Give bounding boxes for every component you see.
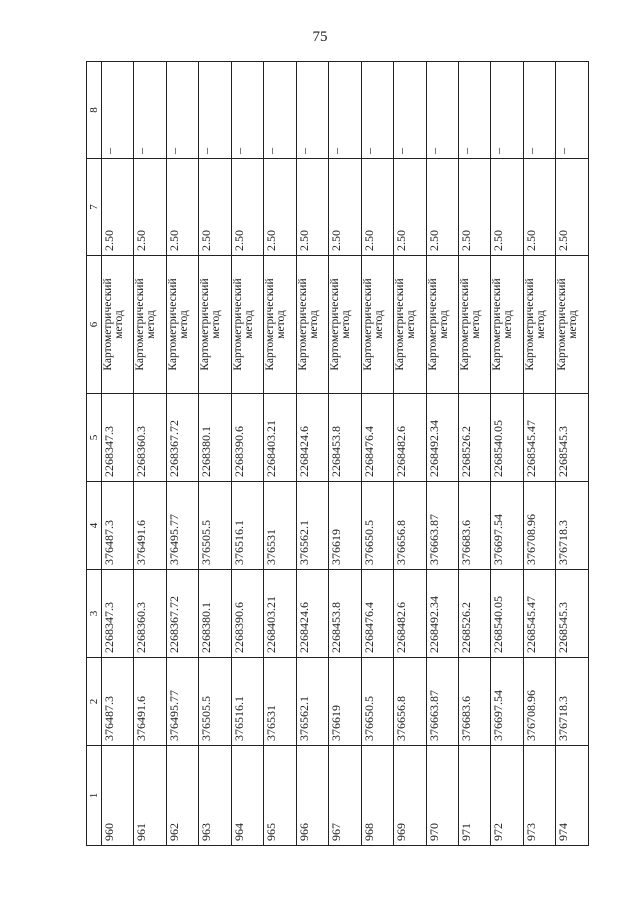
x-coordinate-cell: 376505.5: [199, 482, 231, 570]
table-row: [556, 62, 589, 846]
column-header: 1: [87, 746, 102, 846]
y-coordinate-cell: 2268545.47: [523, 570, 555, 658]
x-coordinate-cell: 376516.1: [231, 482, 263, 570]
column-header: 3: [87, 570, 102, 658]
accuracy-cell: 2.50: [134, 159, 166, 256]
method-label-line-2: метод: [307, 310, 320, 339]
y-coordinate-cell: 2268545.47: [523, 394, 555, 482]
note-cell: –: [264, 62, 296, 159]
method-label-line-1: Картометрический: [134, 278, 147, 371]
method-cell: [394, 256, 426, 394]
point-number-cell: 968: [361, 746, 393, 846]
accuracy-cell: 2.50: [199, 159, 231, 256]
x-coordinate-cell: 376505.5: [199, 658, 231, 746]
method-cell: [458, 256, 490, 394]
point-number-cell: 972: [491, 746, 523, 846]
method-label-line-1: Картометрический: [231, 278, 244, 371]
x-coordinate-cell: 376650.5: [361, 482, 393, 570]
point-number-cell: 966: [296, 746, 328, 846]
y-coordinate-cell: 2268403.21: [264, 570, 296, 658]
method-label-line-1: Картометрический: [264, 278, 277, 371]
x-coordinate-cell: 376683.6: [458, 482, 490, 570]
note-cell: –: [523, 62, 555, 159]
method-label-line-1: Картометрический: [329, 278, 342, 371]
note-cell: –: [394, 62, 426, 159]
column-header: 4: [87, 482, 102, 570]
y-coordinate-cell: 2268526.2: [458, 570, 490, 658]
accuracy-cell: 2.50: [426, 159, 458, 256]
note-cell: –: [329, 62, 361, 159]
accuracy-cell: 2.50: [231, 159, 263, 256]
y-coordinate-cell: 2268367.72: [166, 570, 198, 658]
y-coordinate-cell: 2268482.6: [394, 570, 426, 658]
table-row: [329, 62, 361, 846]
method-label-line-1: Картометрический: [199, 278, 212, 371]
y-coordinate-cell: 2268403.21: [264, 394, 296, 482]
y-coordinate-cell: 2268545.3: [556, 394, 589, 482]
note-cell: –: [491, 62, 523, 159]
note-cell: –: [166, 62, 198, 159]
x-coordinate-cell: 376495.77: [166, 658, 198, 746]
x-coordinate-cell: 376650.5: [361, 658, 393, 746]
method-label-line-2: метод: [210, 310, 223, 339]
y-coordinate-cell: 2268390.6: [231, 394, 263, 482]
column-header: 2: [87, 658, 102, 746]
table-row: [426, 62, 458, 846]
method-label-line-2: метод: [437, 310, 450, 339]
table-header-row: [87, 62, 102, 846]
table-row: [458, 62, 490, 846]
rotated-table-container: [86, 62, 589, 846]
method-cell: [556, 256, 589, 394]
x-coordinate-cell: 376562.1: [296, 482, 328, 570]
accuracy-cell: 2.50: [264, 159, 296, 256]
method-label-line-2: метод: [372, 310, 385, 339]
y-coordinate-cell: 2268424.6: [296, 394, 328, 482]
page-number: 75: [312, 29, 328, 45]
y-coordinate-cell: 2268360.3: [134, 394, 166, 482]
x-coordinate-cell: 376708.96: [523, 482, 555, 570]
method-cell: [523, 256, 555, 394]
point-number-cell: 971: [458, 746, 490, 846]
method-label-line-2: метод: [275, 310, 288, 339]
y-coordinate-cell: 2268347.3: [102, 394, 134, 482]
method-cell: [361, 256, 393, 394]
y-coordinate-cell: 2268453.8: [329, 394, 361, 482]
x-coordinate-cell: 376495.77: [166, 482, 198, 570]
method-label-line-1: Картометрический: [394, 278, 407, 371]
accuracy-cell: 2.50: [556, 159, 589, 256]
x-coordinate-cell: 376516.1: [231, 658, 263, 746]
y-coordinate-cell: 2268476.4: [361, 394, 393, 482]
method-cell: [426, 256, 458, 394]
point-number-cell: 963: [199, 746, 231, 846]
method-cell: [199, 256, 231, 394]
y-coordinate-cell: 2268380.1: [199, 394, 231, 482]
point-number-cell: 965: [264, 746, 296, 846]
accuracy-cell: 2.50: [102, 159, 134, 256]
note-cell: –: [134, 62, 166, 159]
method-label-line-1: Картометрический: [102, 278, 114, 371]
x-coordinate-cell: 376491.6: [134, 482, 166, 570]
method-cell: [491, 256, 523, 394]
note-cell: –: [361, 62, 393, 159]
method-label-line-2: метод: [242, 310, 255, 339]
x-coordinate-cell: 376619: [329, 658, 361, 746]
method-label-line-2: метод: [177, 310, 190, 339]
accuracy-cell: 2.50: [329, 159, 361, 256]
table-row: [231, 62, 263, 846]
y-coordinate-cell: 2268453.8: [329, 570, 361, 658]
method-cell: [264, 256, 296, 394]
point-number-cell: 973: [523, 746, 555, 846]
accuracy-cell: 2.50: [523, 159, 555, 256]
point-number-cell: 964: [231, 746, 263, 846]
table-row: [199, 62, 231, 846]
table-row: [491, 62, 523, 846]
method-label-line-2: метод: [534, 310, 547, 339]
method-label-line-2: метод: [113, 310, 125, 339]
method-label-line-1: Картометрический: [426, 278, 439, 371]
x-coordinate-cell: 376697.54: [491, 658, 523, 746]
point-number-cell: 961: [134, 746, 166, 846]
table-row: [361, 62, 393, 846]
table-row: [102, 62, 134, 846]
note-cell: –: [296, 62, 328, 159]
method-cell: [329, 256, 361, 394]
y-coordinate-cell: 2268380.1: [199, 570, 231, 658]
x-coordinate-cell: 376562.1: [296, 658, 328, 746]
x-coordinate-cell: 376487.3: [102, 482, 134, 570]
note-cell: –: [231, 62, 263, 159]
method-label-line-2: метод: [502, 310, 515, 339]
method-cell: [231, 256, 263, 394]
y-coordinate-cell: 2268476.4: [361, 570, 393, 658]
x-coordinate-cell: 376531: [264, 658, 296, 746]
y-coordinate-cell: 2268492.34: [426, 394, 458, 482]
y-coordinate-cell: 2268545.3: [556, 570, 589, 658]
point-number-cell: 960: [102, 746, 134, 846]
method-label-line-2: метод: [469, 310, 482, 339]
point-number-cell: 969: [394, 746, 426, 846]
note-cell: –: [102, 62, 134, 159]
method-label-line-1: Картометрический: [491, 278, 504, 371]
x-coordinate-cell: 376718.3: [556, 658, 589, 746]
method-label-line-1: Картометрический: [296, 278, 309, 371]
y-coordinate-cell: 2268347.3: [102, 570, 134, 658]
table-row: [394, 62, 426, 846]
table-row: [166, 62, 198, 846]
method-label-line-2: метод: [145, 310, 158, 339]
x-coordinate-cell: 376656.8: [394, 482, 426, 570]
accuracy-cell: 2.50: [491, 159, 523, 256]
note-cell: –: [426, 62, 458, 159]
method-label-line-1: Картометрический: [361, 278, 374, 371]
method-label-line-1: Картометрический: [523, 278, 536, 371]
method-label-line-1: Картометрический: [458, 278, 471, 371]
method-label-line-2: метод: [340, 310, 353, 339]
y-coordinate-cell: 2268526.2: [458, 394, 490, 482]
y-coordinate-cell: 2268482.6: [394, 394, 426, 482]
x-coordinate-cell: 376697.54: [491, 482, 523, 570]
table-row: [134, 62, 166, 846]
y-coordinate-cell: 2268424.6: [296, 570, 328, 658]
y-coordinate-cell: 2268540.05: [491, 394, 523, 482]
method-cell: [296, 256, 328, 394]
method-cell: [102, 256, 134, 394]
y-coordinate-cell: 2268390.6: [231, 570, 263, 658]
x-coordinate-cell: 376663.87: [426, 658, 458, 746]
method-label-line-2: метод: [567, 310, 580, 339]
rotated-table-frame: [86, 62, 589, 846]
accuracy-cell: 2.50: [361, 159, 393, 256]
method-cell: [166, 256, 198, 394]
accuracy-cell: 2.50: [458, 159, 490, 256]
column-header: 6: [87, 256, 102, 394]
x-coordinate-cell: 376683.6: [458, 658, 490, 746]
point-number-cell: 967: [329, 746, 361, 846]
table-body: [102, 62, 589, 846]
y-coordinate-cell: 2268540.05: [491, 570, 523, 658]
x-coordinate-cell: 376619: [329, 482, 361, 570]
x-coordinate-cell: 376708.96: [523, 658, 555, 746]
column-header: 7: [87, 159, 102, 256]
method-label-line-2: метод: [405, 310, 418, 339]
y-coordinate-cell: 2268360.3: [134, 570, 166, 658]
table-row: [296, 62, 328, 846]
table-row: [523, 62, 555, 846]
coordinates-table: [86, 61, 589, 846]
point-number-cell: 970: [426, 746, 458, 846]
point-number-cell: 962: [166, 746, 198, 846]
x-coordinate-cell: 376487.3: [102, 658, 134, 746]
method-label-line-1: Картометрический: [166, 278, 179, 371]
x-coordinate-cell: 376531: [264, 482, 296, 570]
accuracy-cell: 2.50: [296, 159, 328, 256]
accuracy-cell: 2.50: [166, 159, 198, 256]
x-coordinate-cell: 376656.8: [394, 658, 426, 746]
method-label-line-1: Картометрический: [556, 278, 569, 371]
y-coordinate-cell: 2268492.34: [426, 570, 458, 658]
note-cell: –: [556, 62, 589, 159]
table-row: [264, 62, 296, 846]
x-coordinate-cell: 376491.6: [134, 658, 166, 746]
y-coordinate-cell: 2268367.72: [166, 394, 198, 482]
point-number-cell: 974: [556, 746, 589, 846]
note-cell: –: [458, 62, 490, 159]
x-coordinate-cell: 376663.87: [426, 482, 458, 570]
accuracy-cell: 2.50: [394, 159, 426, 256]
x-coordinate-cell: 376718.3: [556, 482, 589, 570]
column-header: 8: [87, 62, 102, 159]
column-header: 5: [87, 394, 102, 482]
method-cell: [134, 256, 166, 394]
note-cell: –: [199, 62, 231, 159]
